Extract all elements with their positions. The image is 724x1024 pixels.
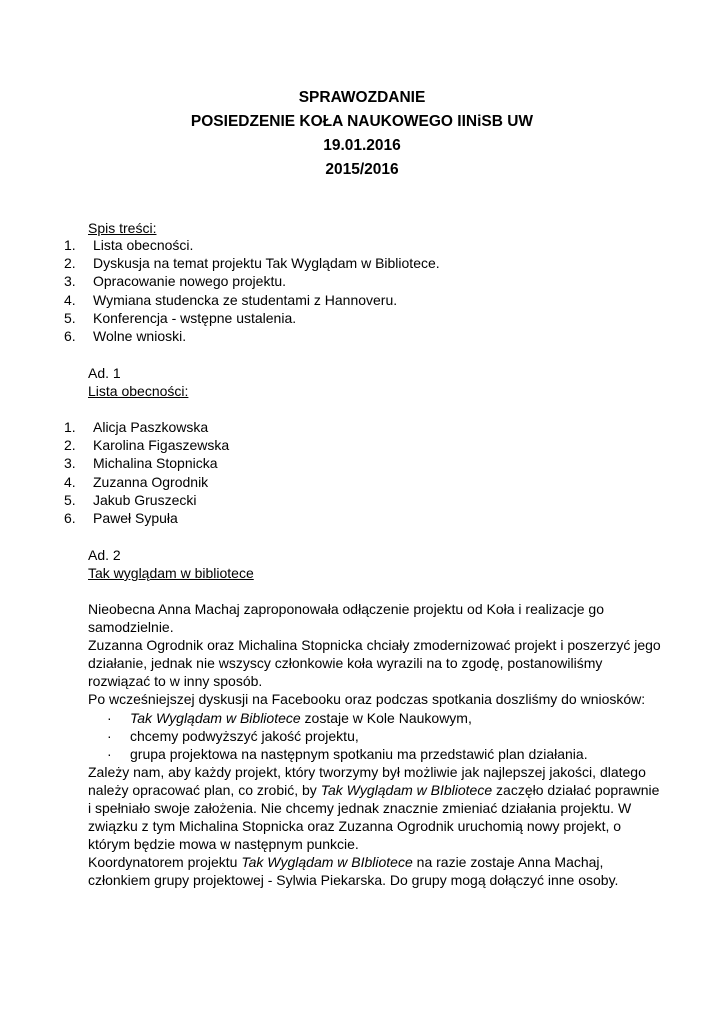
body-text: zaczęło działać poprawnie — [492, 781, 660, 798]
toc-item-text: Konferencja - wstępne ustalenia. — [93, 309, 297, 326]
ad1-label: Ad. 1 — [88, 365, 121, 381]
bullet-item — [88, 727, 648, 745]
body-line: działanie, jednak nie wszyscy członkowie koła wyrazili na to zgodę, postanowiliśmy — [88, 655, 603, 672]
ad1-heading: Lista obecności: — [88, 383, 189, 399]
attendee-number: 6. — [64, 509, 76, 526]
body-line: samodzielnie. — [88, 619, 174, 636]
toc-item — [64, 254, 664, 272]
bullet-text: chcemy podwyższyć jakość projektu, — [130, 727, 359, 744]
toc-item — [64, 309, 664, 327]
bullet-marker: · — [107, 727, 112, 744]
body-line: i spełniało swoje założenia. Nie chcemy jednak znacznie zmieniać działania projektu. W — [88, 800, 632, 817]
body-line: Zależy nam, aby każdy projekt, który tworzymy był możliwie jak najlepszej jakości, dlatego — [88, 763, 646, 780]
body-line — [88, 853, 648, 871]
title-line-meeting: POSIEDZENIE KOŁA NAUKOWEGO IINiSB UW — [190, 113, 534, 130]
attendee-number: 2. — [64, 437, 76, 454]
project-name-italic: Tak Wyglądam w Bibliotece — [130, 709, 301, 726]
attendee-number: 1. — [64, 419, 76, 435]
attendee-item — [64, 454, 664, 472]
attendee-item — [64, 473, 664, 491]
toc-item — [64, 291, 664, 309]
attendance-list — [64, 418, 664, 527]
attendee-name: Zuzanna Ogrodnik — [93, 473, 209, 490]
body-line: rozwiązać to w inny sposób. — [88, 673, 263, 690]
toc-item-number: 5. — [64, 309, 76, 326]
attendee-name: Paweł Sypuła — [93, 509, 178, 526]
attendee-item — [64, 509, 664, 527]
toc-item-number: 2. — [64, 255, 76, 272]
toc-heading: Spis treści: — [88, 220, 157, 236]
document-title — [0, 86, 724, 182]
bullet-text: grupa projektowa na następnym spotkaniu ma przedstawić plan działania. — [130, 745, 588, 762]
project-name-italic: Tak Wyglądam w BIbliotece — [241, 854, 413, 871]
attendee-name: Michalina Stopnicka — [93, 455, 218, 472]
attendee-name: Alicja Paszkowska — [93, 419, 209, 435]
ad2-body — [88, 600, 661, 890]
toc-item-number: 4. — [64, 291, 76, 308]
toc-item-text: Opracowanie nowego projektu. — [93, 273, 287, 290]
body-text: należy opracować plan, co zrobić, by — [88, 781, 321, 798]
toc-item-text: Wymiana studencka ze studentami z Hannoveru. — [93, 291, 398, 308]
toc-list — [64, 236, 664, 345]
title-line-date: 19.01.2016 — [323, 137, 401, 154]
toc-item — [64, 272, 664, 290]
bullet-text: zostaje w Kole Naukowym, — [300, 709, 472, 726]
toc-item-number: 6. — [64, 327, 76, 344]
body-line: związku z tym Michalina Stopnicka oraz Zuzanna Ogrodnik uruchomią nowy projekt, o — [88, 818, 622, 835]
toc-item-text: Wolne wnioski. — [93, 327, 187, 344]
toc-item-number: 3. — [64, 273, 76, 290]
toc-item-text: Dyskusja na temat projektu Tak Wyglądam w Bibliotece. — [93, 255, 440, 272]
body-line: Po wcześniejszej dyskusji na Facebooku oraz podczas spotkania doszliśmy do wniosków: — [88, 691, 646, 708]
toc-item — [64, 236, 664, 254]
bullet-marker: · — [107, 709, 112, 726]
attendee-item — [64, 418, 664, 436]
toc-item-text: Lista obecności. — [93, 237, 194, 253]
body-line: członkiem grupy projektowej - Sylwia Piekarska. Do grupy mogą dołączyć inne osoby. — [88, 872, 619, 889]
body-line — [88, 781, 660, 799]
bullet-item — [88, 709, 648, 727]
ad2-label: Ad. 2 — [88, 547, 121, 563]
body-line: Nieobecna Anna Machaj zaproponowała odłączenie projektu od Koła i realizacje go — [88, 601, 605, 617]
toc-item-number: 1. — [64, 237, 76, 253]
attendee-item — [64, 491, 664, 509]
attendee-number: 3. — [64, 455, 76, 472]
body-line: którym będzie mowa w następnym punkcie. — [88, 836, 359, 853]
body-text: na razie zostaje Anna Machaj, — [412, 854, 604, 871]
bullet-item — [88, 745, 648, 763]
project-name-italic: Tak Wyglądam w BIbliotece — [320, 781, 493, 798]
title-line-year: 2015/2016 — [325, 161, 399, 178]
title-line-report: SPRAWOZDANIE — [298, 89, 426, 106]
body-text: Koordynatorem projektu — [88, 854, 242, 871]
attendee-number: 5. — [64, 491, 76, 508]
attendee-item — [64, 436, 664, 454]
attendee-number: 4. — [64, 473, 76, 490]
bullet-marker: · — [107, 745, 112, 762]
toc-item — [64, 327, 664, 345]
body-line: Zuzanna Ogrodnik oraz Michalina Stopnicka chciały zmodernizować projekt i poszerzyć jego — [88, 637, 661, 654]
attendee-name: Jakub Gruszecki — [93, 491, 197, 508]
ad2-heading: Tak wyglądam w bibliotece — [88, 565, 254, 581]
attendee-name: Karolina Figaszewska — [93, 437, 230, 454]
